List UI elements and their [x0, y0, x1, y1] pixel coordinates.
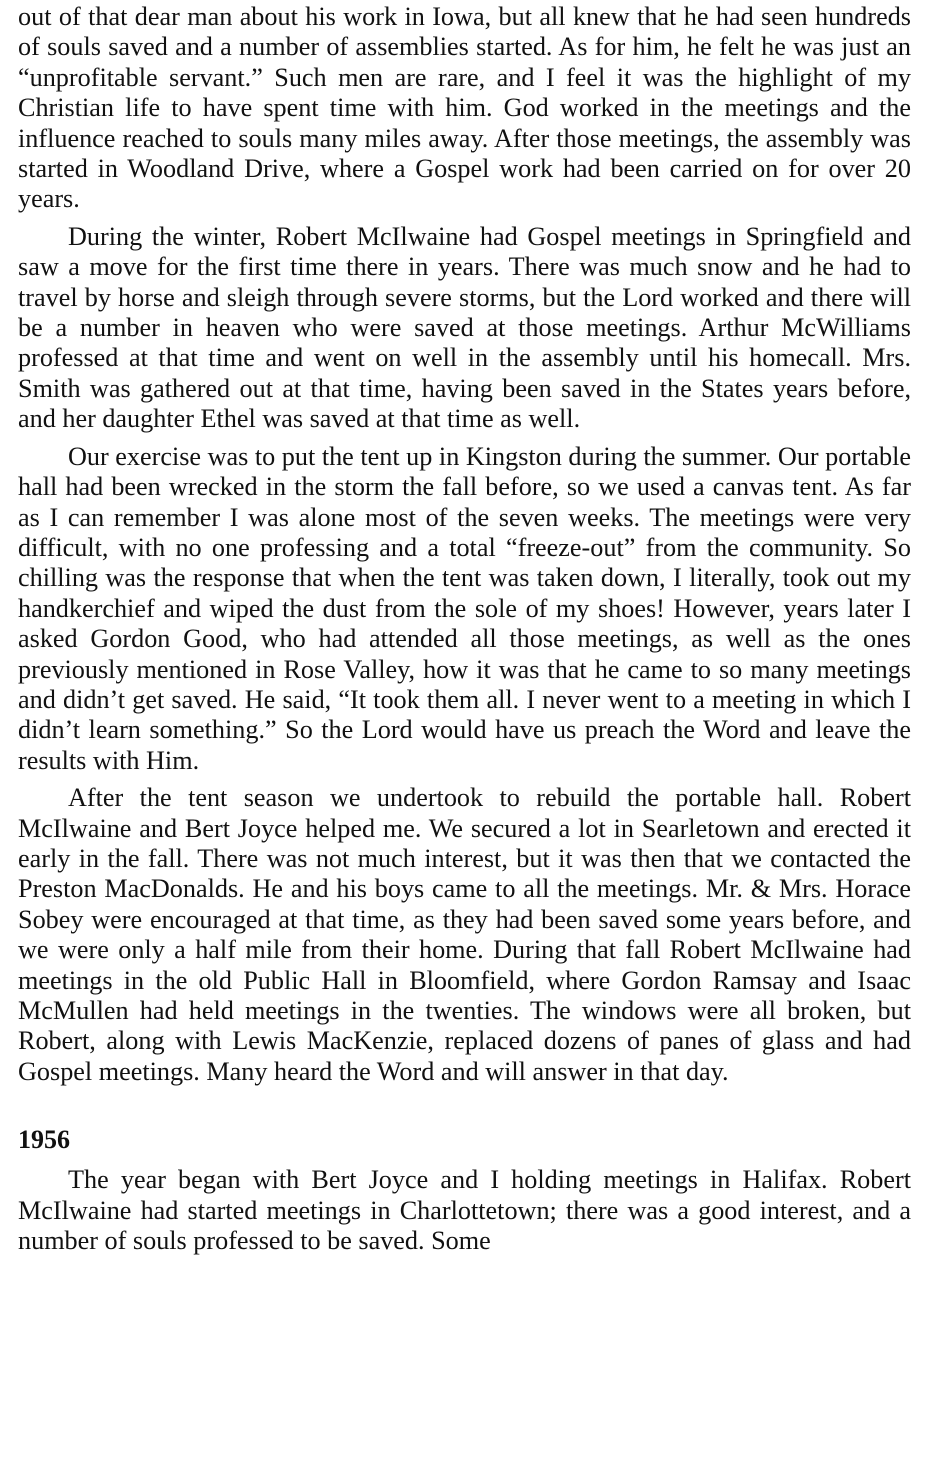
section-heading-year: 1956: [18, 1125, 70, 1155]
paragraph-halifax: The year began with Bert Joyce and I holding meetings in Halifax. Robert McIlwaine had started meetings in Charlottetown; there was a good interest, and a number of souls professed to be saved. Some: [18, 1165, 911, 1256]
paragraph-kingston-tent: Our exercise was to put the tent up in Kingston during the summer. Our portable hall had been wrecked in the storm the fall before, so we used a canvas tent. As far as I can remember I was alone most of the seven weeks. The meetings were very difficult, with no one professing and a total “freeze-out” from the community. So chilling was the response that when the tent was taken down, I literally, took out my handkerchief and wiped the dust from the sole of my shoes! However, years later I asked Gordon Good, who had attended all those meetings, as well as the ones previously mentioned in Rose Valley, how it was that he came to so many meetings and didn’t get saved. He said, “It took them all. I never went to a meeting in which I didn’t learn something.” So the Lord would have us preach the Word and leave the results with Him.: [18, 441, 911, 775]
paragraph-springfield: During the winter, Robert McIlwaine had Gospel meetings in Springfield and saw a move for the first time there in years. There was much snow and he had to travel by horse and sleigh through severe storms, but the Lord worked and there will be a number in heaven who were saved at those meetings. Arthur McWilliams professed at that time and went on well in the assembly until his homecall. Mrs. Smith was gathered out at that time, having been saved in the States years before, and her daughter Ethel was saved at that time as well.: [18, 221, 911, 434]
paragraph-portable-hall: After the tent season we undertook to rebuild the portable hall. Robert McIlwaine and Bert Joyce helped me. We secured a lot in Searletown and erected it early in the fall. There was not much interest, but it was then that we contacted the Preston MacDonalds. He and his boys came to all the meetings. Mr. & Mrs. Horace Sobey were encouraged at that time, as they had been saved some years before, and we were only a half mile from their home. During that fall Robert McIlwaine had meetings in the old Public Hall in Bloomfield, where Gordon Ramsay and Isaac McMullen had held meetings in the twenties. The windows were all broken, but Robert, along with Lewis MacKenzie, replaced dozens of panes of glass and had Gospel meetings. Many heard the Word and will answer in that day.: [18, 783, 911, 1086]
document-page: [18, 2, 911, 1263]
paragraph-iowa: out of that dear man about his work in Iowa, but all knew that he had seen hundreds of souls saved and a number of assemblies started. As for him, he felt he was just an “unprofitable servant.” Such men are rare, and I feel it was the highlight of my Christian life to have spent time with him. God worked in the meetings and the influence reached to souls many miles away. After those meetings, the assembly was started in Woodland Drive, where a Gospel work had been carried on for over 20 years.: [18, 2, 911, 214]
